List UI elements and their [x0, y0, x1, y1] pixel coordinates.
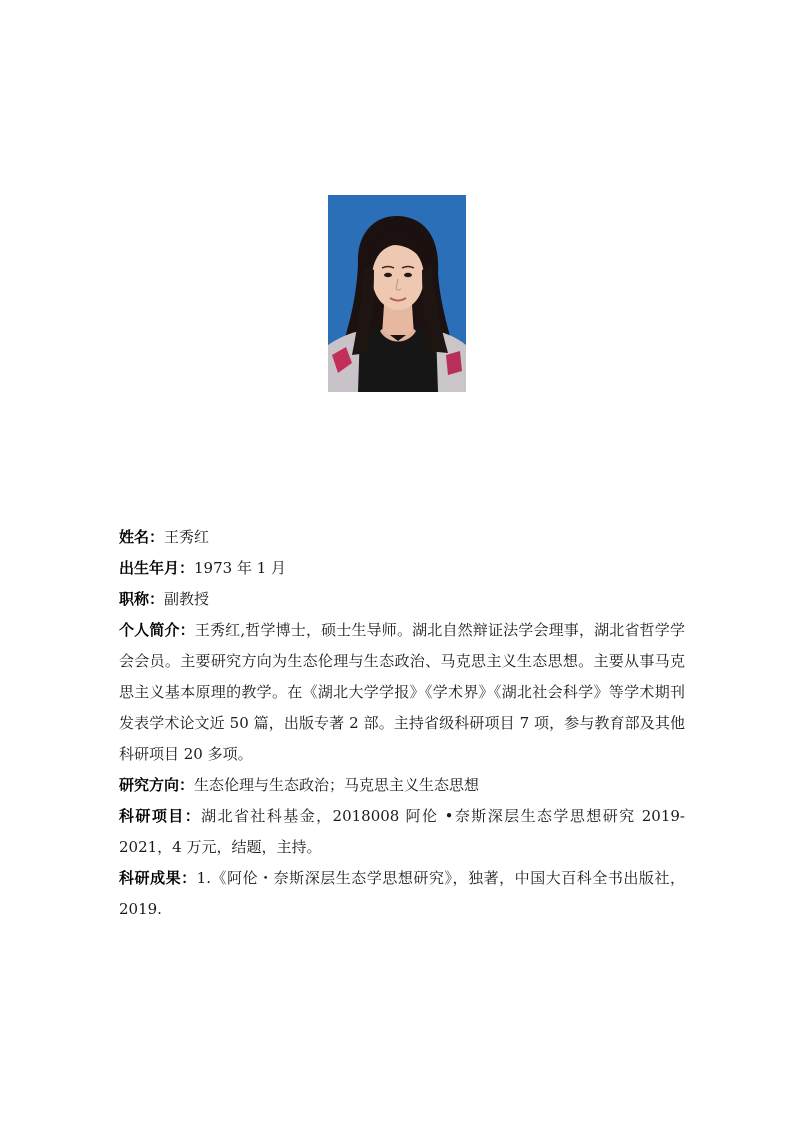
profile-content [119, 522, 685, 925]
intro-label: 个人简介： [119, 621, 195, 639]
title-label: 职称： [119, 590, 165, 608]
results-row [119, 863, 685, 925]
name-label: 姓名： [119, 528, 165, 546]
intro-value: 王秀红,哲学博士，硕士生导师。湖北自然辩证法学会理事，湖北省哲学学会会员。主要研究方向为生态伦理与生态政治、马克思主义生态思想。主要从事马克思主义基本原理的教学。在《湖北大学学报》《学术界》《湖北社会科学》等学术期刊发表学术论文近 50 篇，出版专著 2 部。主持省级科研项目 7 项，参与教育部及其他科研项目 20 多项。 [119, 621, 685, 763]
birth-label: 出生年月： [119, 559, 195, 577]
research-label: 研究方向： [119, 776, 195, 794]
name-value: 王秀红 [164, 528, 210, 546]
title-value: 副教授 [164, 590, 210, 608]
birth-row [119, 553, 685, 584]
birth-value: 1973 年 1 月 [194, 559, 287, 577]
portrait-photo [328, 195, 466, 392]
portrait-icon [328, 195, 466, 392]
results-value: 1.《阿伦・奈斯深层生态学思想研究》，独著，中国大百科全书出版社，2019. [119, 869, 685, 918]
name-row [119, 522, 685, 553]
projects-row [119, 801, 685, 863]
results-label: 科研成果： [119, 869, 197, 887]
title-row [119, 584, 685, 615]
projects-value: 湖北省社科基金，2018008 阿伦 •奈斯深层生态学思想研究 2019-2021，4 万元，结题，主持。 [119, 807, 685, 856]
research-row [119, 770, 685, 801]
intro-row [119, 615, 685, 770]
projects-label: 科研项目： [119, 807, 202, 825]
research-value: 生态伦理与生态政治；马克思主义生态思想 [194, 776, 480, 794]
